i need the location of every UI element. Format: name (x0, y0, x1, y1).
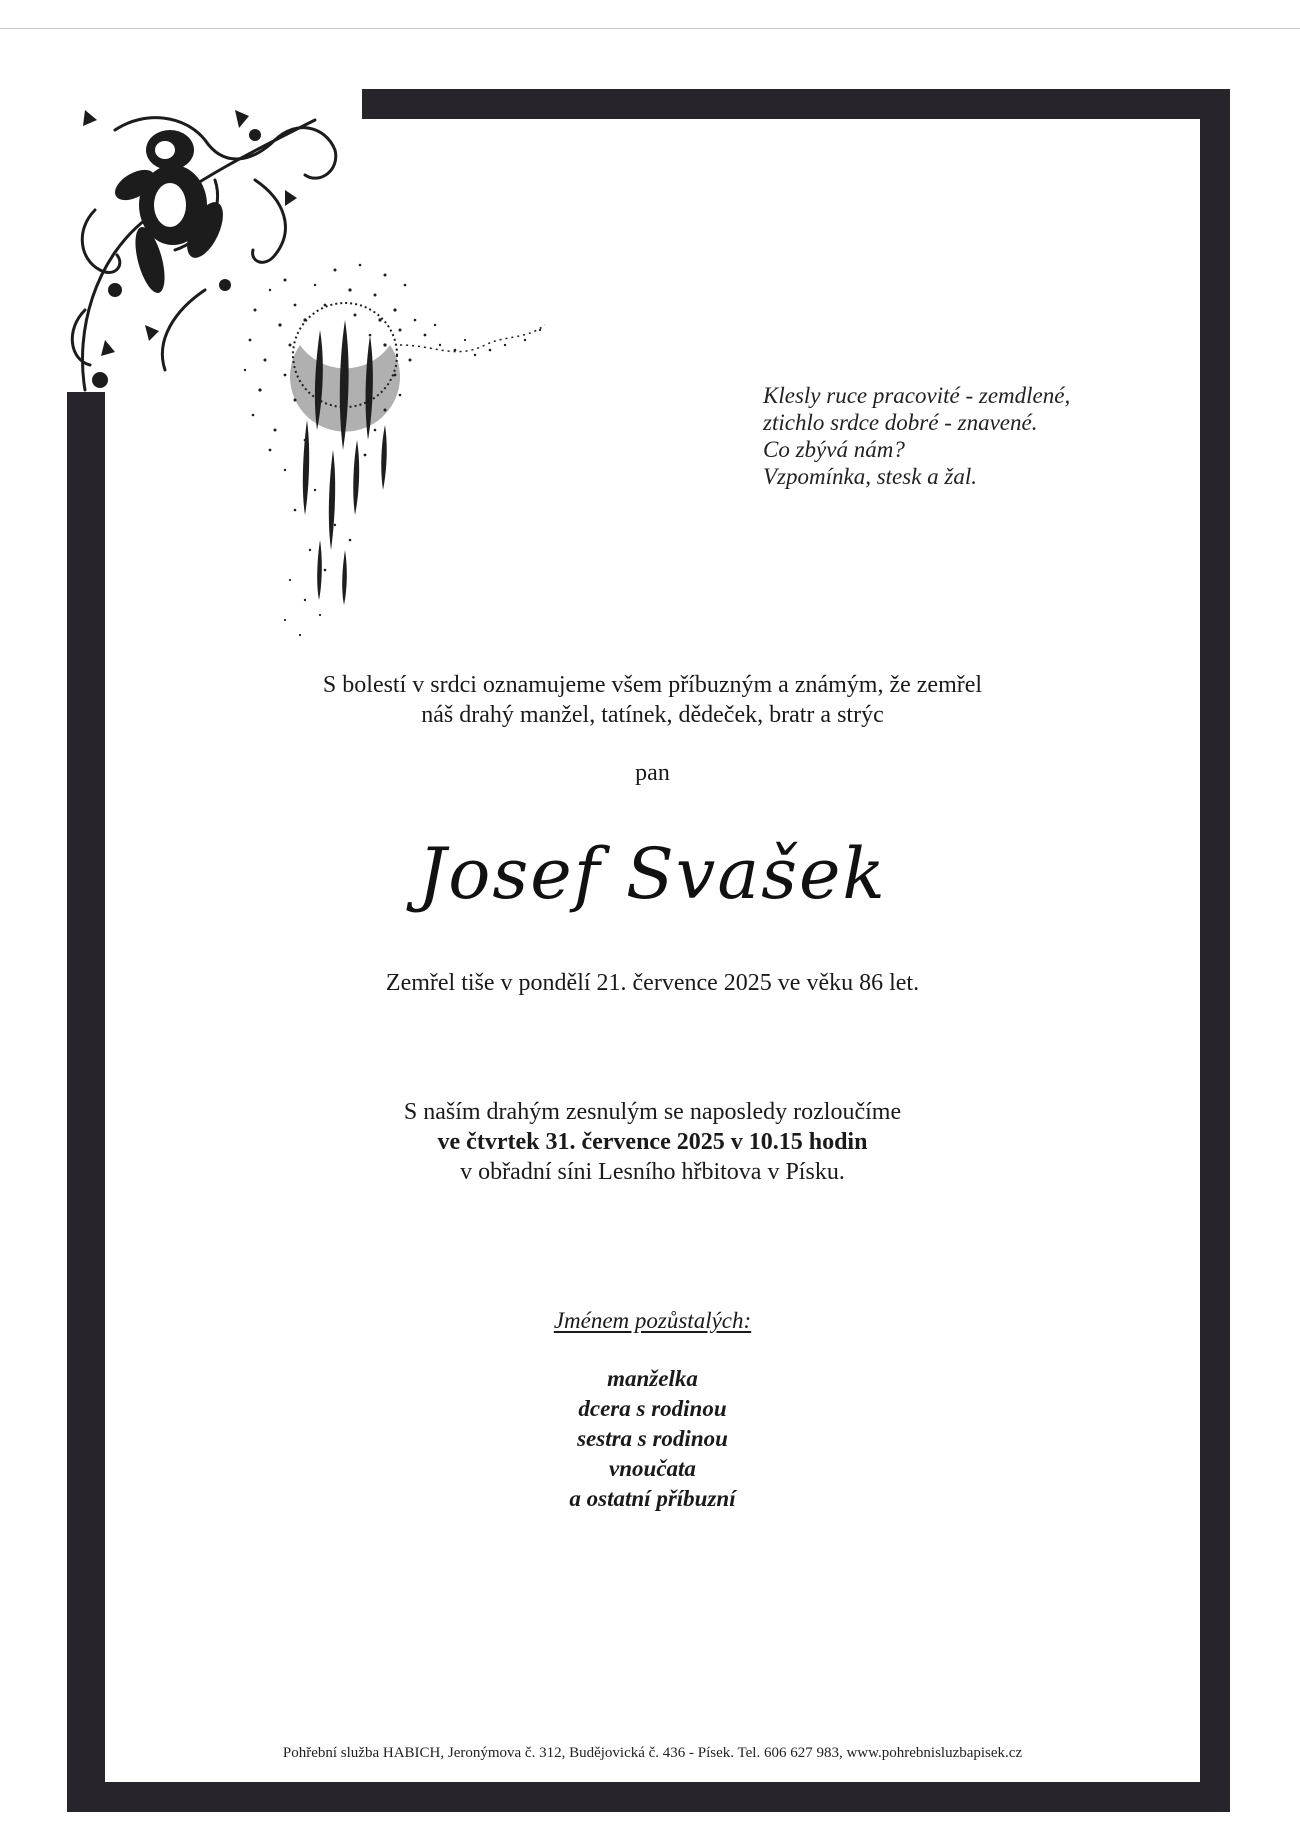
intro-line: S bolestí v srdci oznamujeme všem příbuzným a známým, že zemřel (322, 672, 983, 698)
mourning-border-bottom (67, 1782, 1230, 1812)
survivor-item: dcera s rodinou (578, 1396, 727, 1421)
farewell-date-time: ve čtvrtek 31. července 2025 v 10.15 hodin (437, 1129, 868, 1155)
funeral-service-footer: Pohřební služba HABICH, Jeronýmova č. 312, Budějovická č. 436 - Písek. Tel. 606 627 983, www.pohrebnisluzbapisek.cz (282, 1745, 1023, 1761)
announcement-intro (105, 670, 1200, 730)
mourning-border-right (1200, 89, 1230, 1812)
farewell-location: v obřadní síni Lesního hřbitova v Písku. (460, 1159, 845, 1185)
moon-candle-icon (225, 250, 565, 640)
poem-line: Vzpomínka, stesk a žal. (763, 464, 978, 489)
survivors-list (105, 1364, 1200, 1514)
poem-line: Co zbývá nám? (763, 437, 905, 462)
mourning-border-left (67, 392, 105, 1812)
survivor-item: manželka (607, 1366, 698, 1391)
death-info: Zemřel tiše v pondělí 21. července 2025 ve věku 86 let. (385, 970, 920, 996)
poem-line: ztichlo srdce dobré - znavené. (763, 410, 1038, 435)
farewell-line: S naším drahým zesnulým se naposledy rozloučíme (403, 1099, 902, 1125)
survivors-heading: Jménem pozůstalých: (553, 1308, 752, 1333)
salutation: pan (635, 760, 670, 786)
poem-line: Klesly ruce pracovité - zemdlené, (763, 383, 1071, 408)
survivor-item: a ostatní příbuzní (569, 1486, 736, 1511)
deceased-name: Josef Svašek (418, 833, 887, 915)
poem (763, 382, 1183, 490)
scan-line (0, 28, 1300, 29)
survivors-heading-wrap (105, 1306, 1200, 1336)
intro-line: náš drahý manžel, tatínek, dědeček, bratr a strýc (421, 702, 884, 728)
mourning-border-top (362, 89, 1230, 119)
farewell-info (105, 1097, 1200, 1187)
survivor-item: vnoučata (609, 1456, 696, 1481)
survivor-item: sestra s rodinou (577, 1426, 728, 1451)
